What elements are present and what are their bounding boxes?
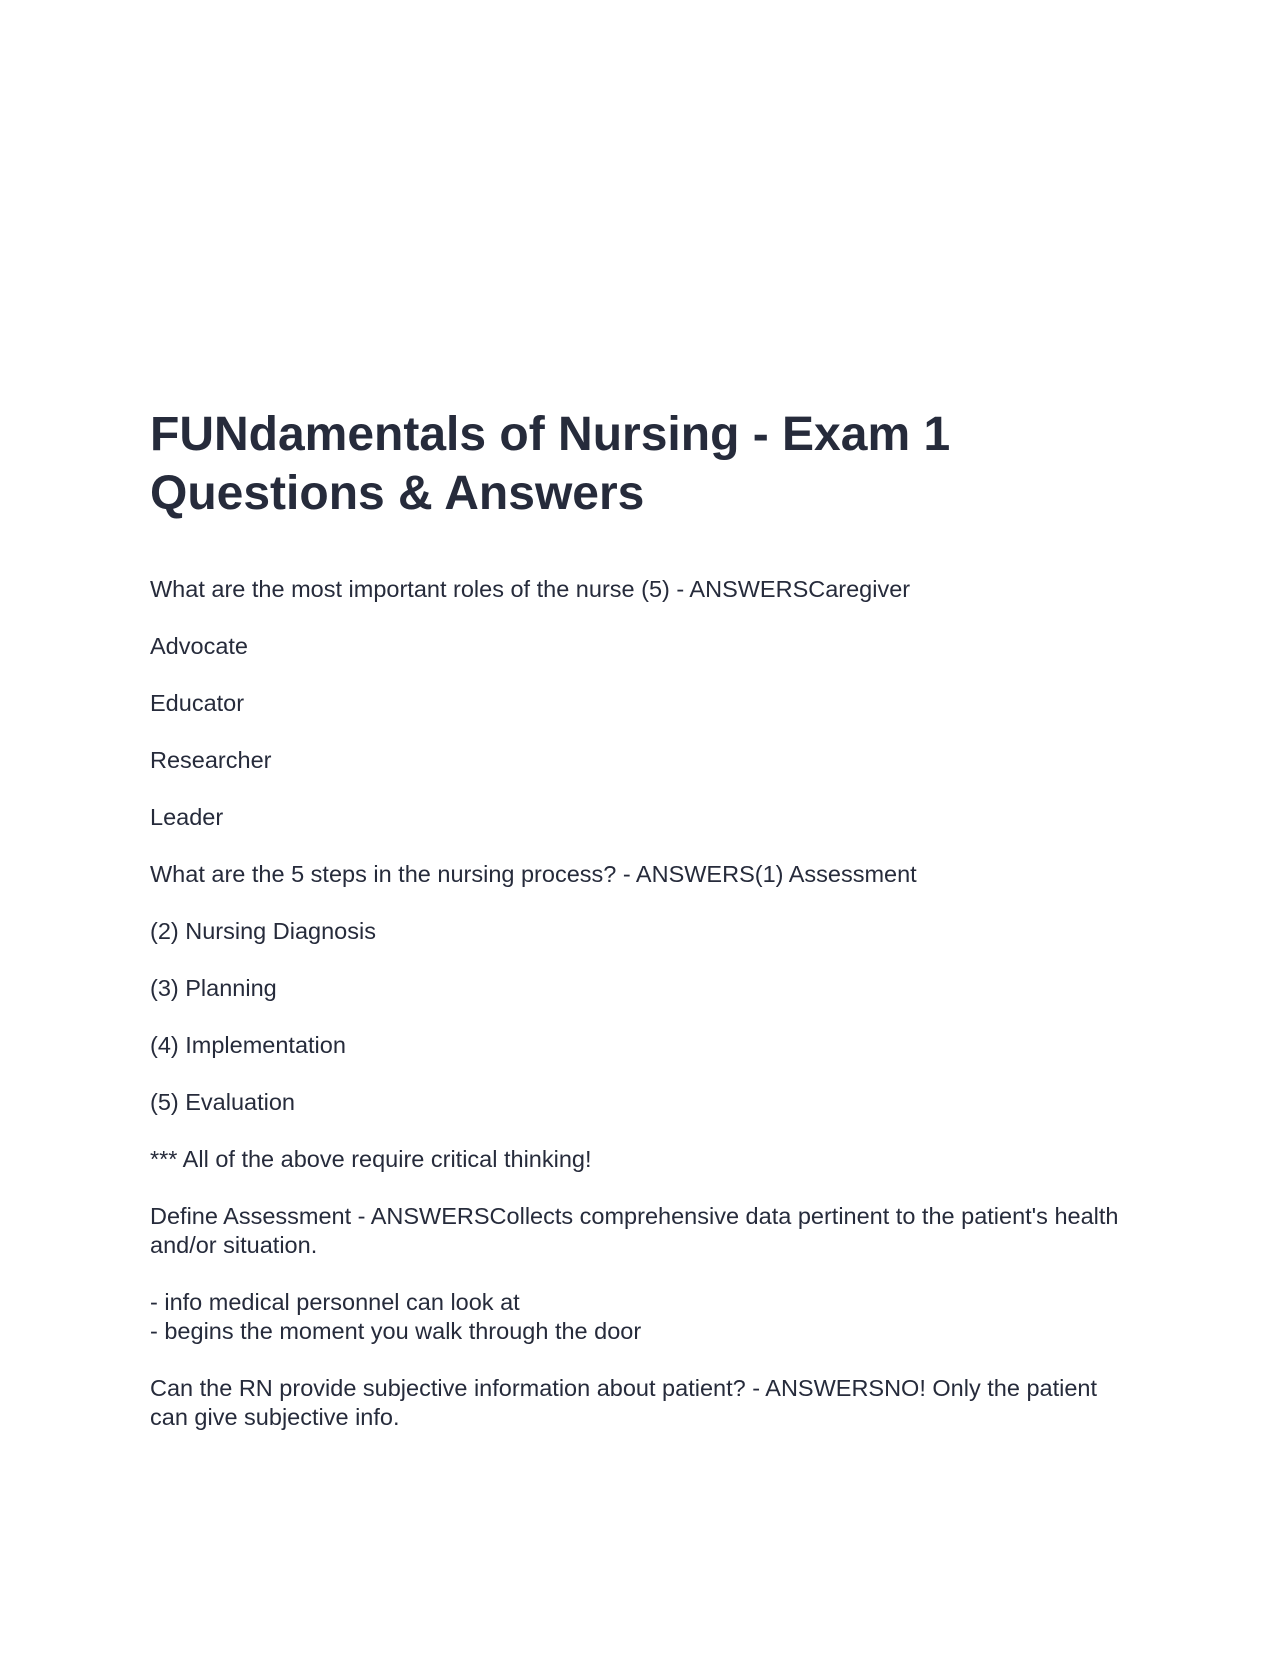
document-page [150, 405, 1130, 1460]
answer-line-diagnosis: (2) Nursing Diagnosis [150, 918, 376, 944]
answer-line-evaluation: (5) Evaluation [150, 1089, 295, 1115]
answer-line-advocate: Advocate [150, 633, 248, 659]
question-nurse-roles: What are the most important roles of the nurse (5) - ANSWERSCaregiver [150, 576, 911, 602]
answer-line-implementation: (4) Implementation [150, 1032, 346, 1058]
answer-line-leader: Leader [150, 804, 224, 830]
question-nursing-process: What are the 5 steps in the nursing process? - ANSWERS(1) Assessment [150, 861, 917, 887]
answer-line-educator: Educator [150, 690, 245, 716]
question-subjective-info: Can the RN provide subjective information about patient? - ANSWERSNO! Only the patient can give subjective info. [150, 1375, 1097, 1430]
question-define-assessment: Define Assessment - ANSWERSCollects comprehensive data pertinent to the patient's health and/or situation. [150, 1203, 1119, 1258]
document-title: FUNdamentals of Nursing - Exam 1 Questions & Answers [150, 408, 951, 520]
assessment-notes: - info medical personnel can look at - begins the moment you walk through the door [150, 1289, 642, 1344]
answer-line-researcher: Researcher [150, 747, 272, 773]
note-critical-thinking: *** All of the above require critical thinking! [150, 1146, 592, 1172]
answer-line-planning: (3) Planning [150, 975, 277, 1001]
